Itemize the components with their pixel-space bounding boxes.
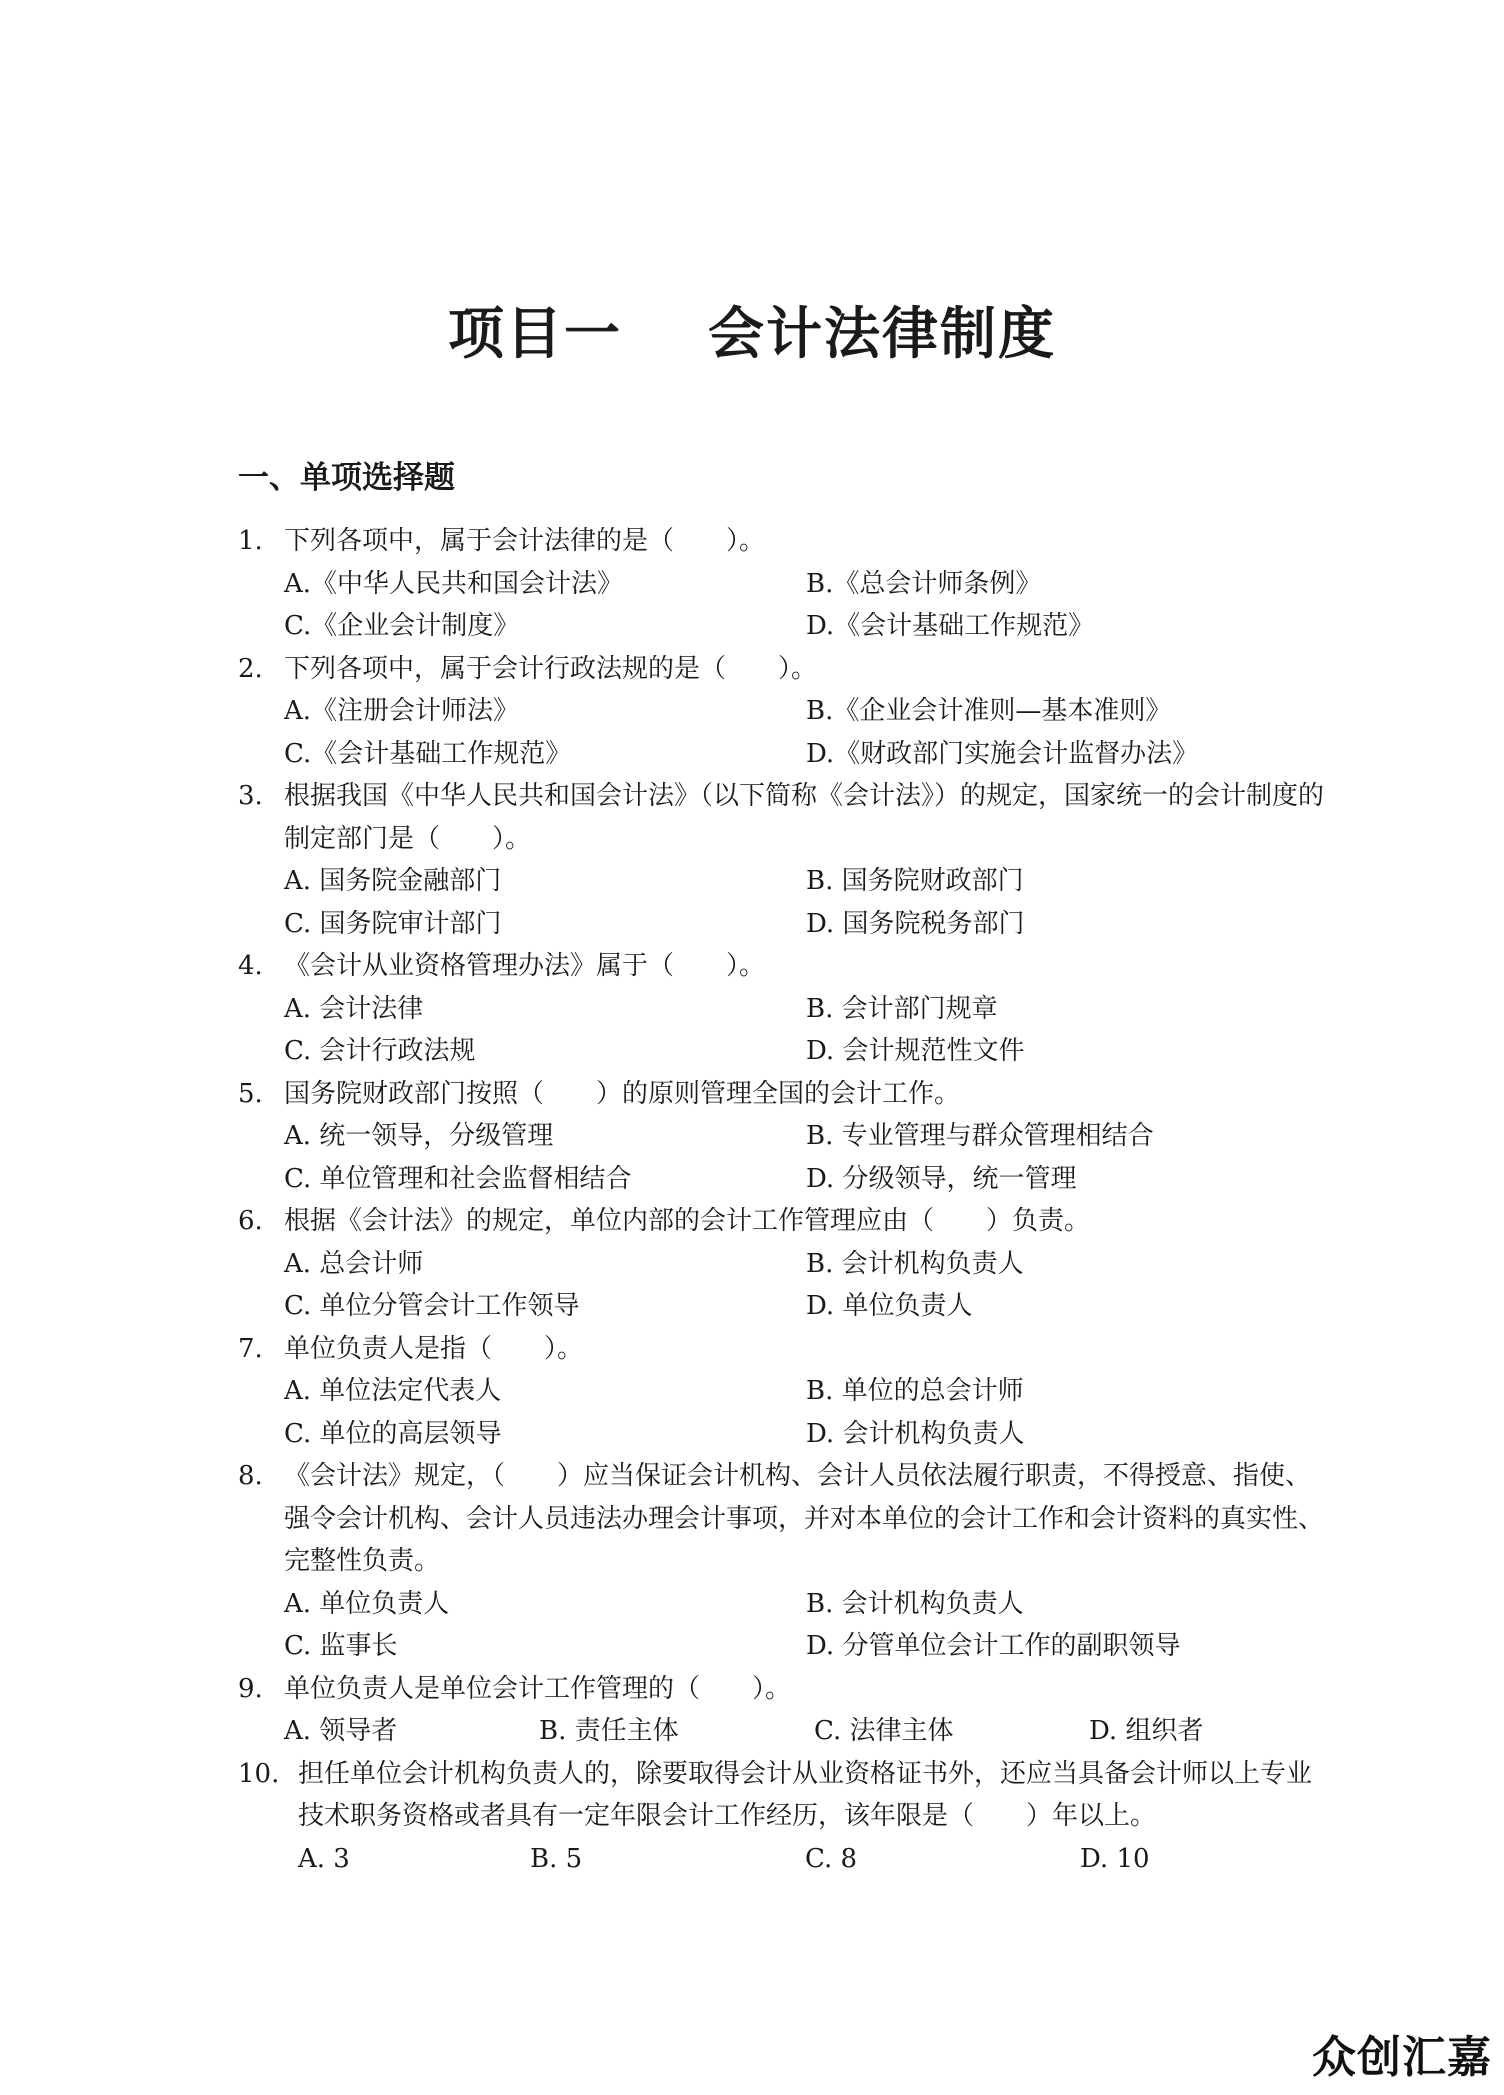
- option-c: C. 国务院审计部门: [284, 908, 502, 939]
- question-8: [238, 1455, 1328, 1668]
- question-number: 2.: [238, 653, 263, 684]
- option-a: A.《注册会计师法》: [284, 696, 520, 726]
- question-stem: 单位负责人是指（ ）。: [284, 1333, 584, 1364]
- option-d: D. 会计规范性文件: [806, 1036, 1025, 1066]
- question-number: 6.: [238, 1206, 263, 1236]
- question-number: 10.: [238, 1758, 280, 1789]
- option-a: A. 总会计师: [284, 1248, 424, 1279]
- question-number: 4.: [238, 951, 263, 981]
- option-b: B. 会计机构负责人: [806, 1248, 1024, 1279]
- option-c: C. 监事长: [284, 1631, 398, 1661]
- option-c: C. 单位分管会计工作领导: [284, 1291, 580, 1321]
- option-a: A. 领导者: [284, 1716, 398, 1746]
- question-stem: 国务院财政部门按照（ ）的原则管理全国的会计工作。: [284, 1078, 961, 1109]
- option-a: A. 国务院金融部门: [284, 866, 502, 896]
- question-number: 9.: [238, 1673, 263, 1704]
- question-stem: 根据《会计法》的规定，单位内部的会计工作管理应由（ ）负责。: [284, 1206, 1091, 1236]
- option-b: B. 会计部门规章: [806, 993, 998, 1024]
- option-c: C. 会计行政法规: [284, 1036, 476, 1066]
- option-c: C. 单位管理和社会监督相结合: [284, 1163, 632, 1194]
- option-b: B. 专业管理与群众管理相结合: [806, 1121, 1154, 1151]
- question-9: [238, 1668, 1328, 1753]
- option-d: D.《财政部门实施会计监督办法》: [806, 738, 1199, 769]
- option-d: D. 10: [1080, 1843, 1150, 1874]
- option-d: D.《会计基础工作规范》: [806, 611, 1095, 641]
- question-6: [238, 1200, 1328, 1328]
- question-number: 1.: [238, 526, 263, 556]
- option-b: B. 单位的总会计师: [806, 1376, 1024, 1406]
- option-d: D. 单位负责人: [806, 1291, 973, 1321]
- option-d: D. 组织者: [1089, 1716, 1204, 1746]
- option-c: C.《会计基础工作规范》: [284, 738, 572, 769]
- question-number: 8.: [238, 1461, 263, 1491]
- question-stem: 下列各项中，属于会计行政法规的是（ ）。: [284, 653, 818, 684]
- question-5: [238, 1073, 1328, 1201]
- question-number: 5.: [238, 1078, 263, 1109]
- question-1: [238, 520, 1328, 648]
- watermark-logo: 众创汇嘉: [1312, 2032, 1492, 2083]
- option-b: B. 国务院财政部门: [806, 866, 1024, 896]
- question-3: [238, 775, 1328, 945]
- option-d: D. 分管单位会计工作的副职领导: [806, 1631, 1181, 1661]
- question-stem: 下列各项中，属于会计法律的是（ ）。: [284, 526, 766, 556]
- option-b: B.《企业会计准则—基本准则》: [806, 696, 1172, 726]
- question-stem: 根据我国《中华人民共和国会计法》（以下简称《会计法》）的规定，国家统一的会计制度的制定部门是（ ）。: [284, 781, 1325, 854]
- question-10: [238, 1753, 1328, 1881]
- option-a: A.《中华人民共和国会计法》: [284, 568, 624, 599]
- option-b: B. 5: [530, 1843, 583, 1874]
- option-a: A. 单位法定代表人: [284, 1376, 502, 1406]
- option-b: B.《总会计师条例》: [806, 568, 1042, 599]
- option-a: A. 统一领导，分级管理: [284, 1121, 554, 1151]
- question-4: [238, 945, 1328, 1073]
- question-number: 7.: [238, 1333, 263, 1364]
- option-b: B. 责任主体: [539, 1716, 679, 1746]
- option-d: D. 分级领导，统一管理: [806, 1163, 1077, 1194]
- question-stem: 《会计从业资格管理办法》属于（ ）。: [284, 951, 766, 981]
- question-list: [238, 520, 1328, 1880]
- question-stem: 《会计法》规定，（ ）应当保证会计机构、会计人员依法履行职责，不得授意、指使、强令会计机构、会计人员违法办理会计事项，并对本单位的会计工作和会计资料的真实性、完整性负责。: [284, 1461, 1325, 1576]
- option-b: B. 会计机构负责人: [806, 1588, 1024, 1619]
- option-c: C. 8: [805, 1843, 858, 1874]
- question-7: [238, 1328, 1328, 1456]
- option-a: A. 会计法律: [284, 993, 424, 1024]
- page-title: 项目一 会计法律制度: [448, 302, 1056, 367]
- question-2: [238, 648, 1328, 776]
- option-c: C.《企业会计制度》: [284, 611, 520, 641]
- option-a: A. 3: [298, 1843, 350, 1874]
- question-stem: 担任单位会计机构负责人的，除要取得会计从业资格证书外，还应当具备会计师以上专业技术职务资格或者具有一定年限会计工作经历，该年限是（ ）年以上。: [298, 1758, 1313, 1831]
- question-stem: 单位负责人是单位会计工作管理的（ ）。: [284, 1673, 792, 1704]
- option-a: A. 单位负责人: [284, 1588, 450, 1619]
- option-c: C. 法律主体: [814, 1716, 954, 1746]
- option-d: D. 会计机构负责人: [806, 1418, 1025, 1449]
- option-c: C. 单位的高层领导: [284, 1418, 502, 1449]
- question-number: 3.: [238, 781, 263, 811]
- section-heading: 一、单项选择题: [238, 460, 455, 496]
- option-d: D. 国务院税务部门: [806, 908, 1025, 939]
